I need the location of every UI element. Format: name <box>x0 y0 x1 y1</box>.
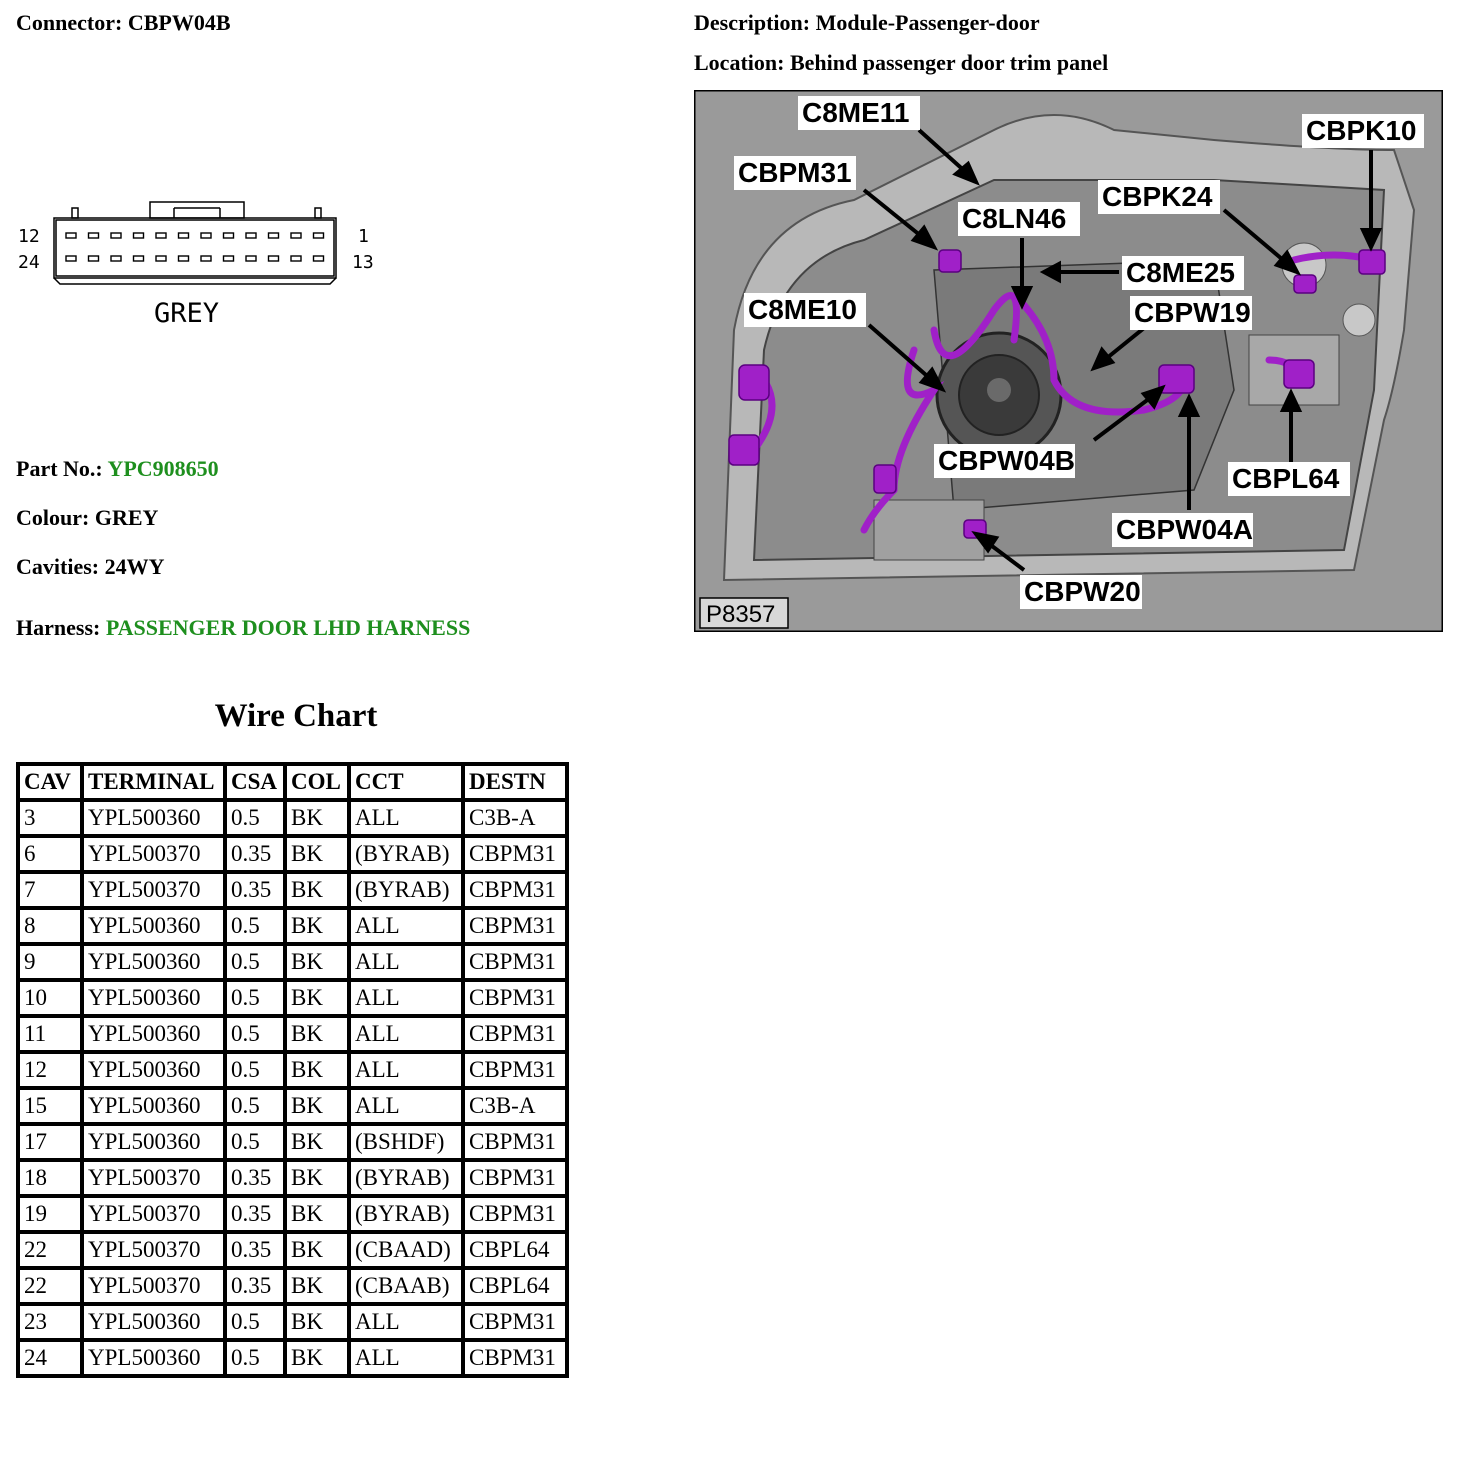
column-header-col: COL <box>287 766 347 798</box>
cavities-label: Cavities: <box>16 554 100 579</box>
callout-cbpk10: CBPK10 <box>1306 115 1417 146</box>
pin-number-bottom-left: 24 <box>18 252 40 273</box>
column-header-csa: CSA <box>227 766 283 798</box>
callout-cbpw04b: CBPW04B <box>938 445 1075 476</box>
pin-cavity <box>134 256 144 261</box>
location-photo <box>694 90 1443 632</box>
cell-destn: CBPM31 <box>465 1162 565 1194</box>
cell-destn: CBPM31 <box>465 982 565 1014</box>
connector-colour-label: GREY <box>154 298 220 329</box>
cell-csa: 0.5 <box>227 1126 283 1158</box>
cell-cct: (CBAAB) <box>351 1270 461 1302</box>
harness <box>16 615 470 641</box>
cell-destn: CBPM31 <box>465 1018 565 1050</box>
cell-terminal: YPL500360 <box>84 910 223 942</box>
table-row <box>20 910 565 942</box>
cell-csa: 0.35 <box>227 1198 283 1230</box>
callout-cbpw19: CBPW19 <box>1134 297 1251 328</box>
cell-col: BK <box>287 838 347 870</box>
cell-cav: 18 <box>20 1162 80 1194</box>
cell-col: BK <box>287 802 347 834</box>
cell-cav: 8 <box>20 910 80 942</box>
cell-col: BK <box>287 1198 347 1230</box>
cell-csa: 0.5 <box>227 1090 283 1122</box>
cell-cct: ALL <box>351 910 461 942</box>
cell-cct: ALL <box>351 802 461 834</box>
part-number-label: Part No.: <box>16 456 103 481</box>
table-row <box>20 1018 565 1050</box>
pin-cavity <box>156 233 166 238</box>
cell-terminal: YPL500370 <box>84 838 223 870</box>
callout-cbpw04a: CBPW04A <box>1116 514 1253 545</box>
part-number <box>16 456 219 482</box>
column-header-cct: CCT <box>351 766 461 798</box>
part-number-value: YPC908650 <box>107 456 219 481</box>
cell-destn: CBPL64 <box>465 1234 565 1266</box>
cell-cav: 22 <box>20 1234 80 1266</box>
pin-cavity <box>246 256 256 261</box>
callout-c8ln46: C8LN46 <box>962 203 1067 234</box>
table-row <box>20 1126 565 1158</box>
cell-terminal: YPL500360 <box>84 982 223 1014</box>
callout-cbpl64: CBPL64 <box>1232 463 1340 494</box>
cell-cav: 15 <box>20 1090 80 1122</box>
cell-cct: (BYRAB) <box>351 1198 461 1230</box>
cell-cav: 7 <box>20 874 80 906</box>
pin-cavity <box>66 233 76 238</box>
cell-cct: (BYRAB) <box>351 1162 461 1194</box>
column-header-terminal: TERMINAL <box>84 766 223 798</box>
cell-csa: 0.35 <box>227 1162 283 1194</box>
cell-destn: C3B-A <box>465 1090 565 1122</box>
table-row <box>20 982 565 1014</box>
colour <box>16 505 158 531</box>
pin-cavity <box>89 233 99 238</box>
pin-cavity <box>224 233 234 238</box>
pin-cavity <box>291 256 301 261</box>
colour-value: GREY <box>94 505 159 530</box>
connector-label: Connector: <box>16 10 123 35</box>
pin-cavity <box>201 256 211 261</box>
callout-c8me10: C8ME10 <box>748 294 857 325</box>
cell-col: BK <box>287 910 347 942</box>
cell-terminal: YPL500360 <box>84 1342 223 1374</box>
cell-cav: 22 <box>20 1270 80 1302</box>
table-row <box>20 1234 565 1266</box>
harness-label: Harness: <box>16 615 101 640</box>
table-row <box>20 1342 565 1374</box>
cell-cct: ALL <box>351 946 461 978</box>
cell-cav: 3 <box>20 802 80 834</box>
pin-cavity <box>179 256 189 261</box>
cell-terminal: YPL500370 <box>84 1234 223 1266</box>
cell-cct: (CBAAD) <box>351 1234 461 1266</box>
pin-cavity <box>246 233 256 238</box>
cell-terminal: YPL500370 <box>84 1198 223 1230</box>
cell-col: BK <box>287 874 347 906</box>
pin-cavity <box>201 233 211 238</box>
cell-destn: CBPM31 <box>465 874 565 906</box>
column-header-destn: DESTN <box>465 766 565 798</box>
pin-cavity <box>66 256 76 261</box>
pin-cavity <box>179 233 189 238</box>
cell-cav: 9 <box>20 946 80 978</box>
pin-cavity <box>156 256 166 261</box>
cell-terminal: YPL500360 <box>84 802 223 834</box>
cell-cct: ALL <box>351 1342 461 1374</box>
cell-csa: 0.5 <box>227 1342 283 1374</box>
table-row <box>20 1306 565 1338</box>
cell-destn: CBPM31 <box>465 1126 565 1158</box>
cell-destn: C3B-A <box>465 802 565 834</box>
cavities-value: 24WY <box>104 554 165 579</box>
cell-cav: 10 <box>20 982 80 1014</box>
cell-cav: 24 <box>20 1342 80 1374</box>
cell-csa: 0.5 <box>227 910 283 942</box>
wire-chart-table <box>16 762 569 1378</box>
location-label: Location: <box>694 50 785 75</box>
pin-cavity <box>134 233 144 238</box>
cell-col: BK <box>287 946 347 978</box>
cell-csa: 0.5 <box>227 802 283 834</box>
cell-csa: 0.35 <box>227 1270 283 1302</box>
cell-terminal: YPL500370 <box>84 1162 223 1194</box>
cell-cct: ALL <box>351 1090 461 1122</box>
cavities <box>16 554 164 580</box>
cell-col: BK <box>287 1126 347 1158</box>
cell-col: BK <box>287 1018 347 1050</box>
callout-cbpk24: CBPK24 <box>1102 181 1213 212</box>
cell-cct: (BYRAB) <box>351 838 461 870</box>
cell-cct: (BSHDF) <box>351 1126 461 1158</box>
cell-terminal: YPL500370 <box>84 1270 223 1302</box>
table-row <box>20 1090 565 1122</box>
cell-col: BK <box>287 982 347 1014</box>
cell-destn: CBPM31 <box>465 1306 565 1338</box>
cell-cav: 19 <box>20 1198 80 1230</box>
table-row <box>20 1162 565 1194</box>
harness-value: PASSENGER DOOR LHD HARNESS <box>105 615 471 640</box>
cell-destn: CBPL64 <box>465 1270 565 1302</box>
cell-terminal: YPL500360 <box>84 1126 223 1158</box>
description-value: Module-Passenger-door <box>815 10 1040 35</box>
pin-cavity <box>269 233 279 238</box>
cell-col: BK <box>287 1306 347 1338</box>
cell-cav: 23 <box>20 1306 80 1338</box>
pin-number-top-left: 12 <box>18 226 40 247</box>
cell-cav: 11 <box>20 1018 80 1050</box>
cell-destn: CBPM31 <box>465 910 565 942</box>
table-row <box>20 946 565 978</box>
cell-destn: CBPM31 <box>465 1342 565 1374</box>
pin-cavity <box>314 256 324 261</box>
cell-terminal: YPL500370 <box>84 874 223 906</box>
table-row <box>20 1198 565 1230</box>
cell-col: BK <box>287 1342 347 1374</box>
pin-cavity <box>89 256 99 261</box>
callout-c8me25: C8ME25 <box>1126 257 1235 288</box>
table-row <box>20 1270 565 1302</box>
description-label: Description: <box>694 10 811 35</box>
pin-cavity <box>111 233 121 238</box>
column-header-cav: CAV <box>20 766 80 798</box>
cell-cav: 17 <box>20 1126 80 1158</box>
cell-csa: 0.35 <box>227 1234 283 1266</box>
cell-cct: (BYRAB) <box>351 874 461 906</box>
pin-cavity <box>269 256 279 261</box>
cell-col: BK <box>287 1090 347 1122</box>
callout-cbpm31: CBPM31 <box>738 157 852 188</box>
pin-number-bottom-right: 13 <box>352 252 374 273</box>
cell-csa: 0.5 <box>227 1018 283 1050</box>
cell-destn: CBPM31 <box>465 838 565 870</box>
table-row <box>20 1054 565 1086</box>
table-row <box>20 838 565 870</box>
cell-terminal: YPL500360 <box>84 1306 223 1338</box>
cell-cav: 6 <box>20 838 80 870</box>
callout-c8me11: C8ME11 <box>802 97 910 128</box>
cell-cct: ALL <box>351 1306 461 1338</box>
cell-cct: ALL <box>351 982 461 1014</box>
cell-col: BK <box>287 1054 347 1086</box>
cell-destn: CBPM31 <box>465 1054 565 1086</box>
cell-cav: 12 <box>20 1054 80 1086</box>
cell-terminal: YPL500360 <box>84 946 223 978</box>
table-row <box>20 802 565 834</box>
pin-cavity <box>314 233 324 238</box>
cell-col: BK <box>287 1234 347 1266</box>
connector-value: CBPW04B <box>127 10 231 35</box>
wire-chart-title: Wire Chart <box>214 698 378 734</box>
cell-csa: 0.5 <box>227 1306 283 1338</box>
table-row <box>20 874 565 906</box>
connector-face-diagram <box>14 196 384 336</box>
cell-csa: 0.5 <box>227 1054 283 1086</box>
table-header-row <box>20 766 565 798</box>
pin-number-top-right: 1 <box>358 226 369 247</box>
description-line <box>694 10 1040 36</box>
cell-cct: ALL <box>351 1018 461 1050</box>
cell-col: BK <box>287 1162 347 1194</box>
photo-reference: P8357 <box>706 601 776 628</box>
connector-heading <box>16 10 231 36</box>
cell-csa: 0.35 <box>227 874 283 906</box>
location-value: Behind passenger door trim panel <box>789 50 1109 75</box>
callout-cbpw20: CBPW20 <box>1024 576 1141 607</box>
pin-cavity <box>224 256 234 261</box>
cell-destn: CBPM31 <box>465 1198 565 1230</box>
cell-col: BK <box>287 1270 347 1302</box>
cell-cct: ALL <box>351 1054 461 1086</box>
cell-destn: CBPM31 <box>465 946 565 978</box>
cell-csa: 0.5 <box>227 946 283 978</box>
pin-cavity <box>291 233 301 238</box>
cell-csa: 0.5 <box>227 982 283 1014</box>
pin-cavity <box>111 256 121 261</box>
cell-terminal: YPL500360 <box>84 1018 223 1050</box>
location-line <box>694 50 1108 76</box>
cell-csa: 0.35 <box>227 838 283 870</box>
colour-label: Colour: <box>16 505 90 530</box>
cell-terminal: YPL500360 <box>84 1090 223 1122</box>
cell-terminal: YPL500360 <box>84 1054 223 1086</box>
